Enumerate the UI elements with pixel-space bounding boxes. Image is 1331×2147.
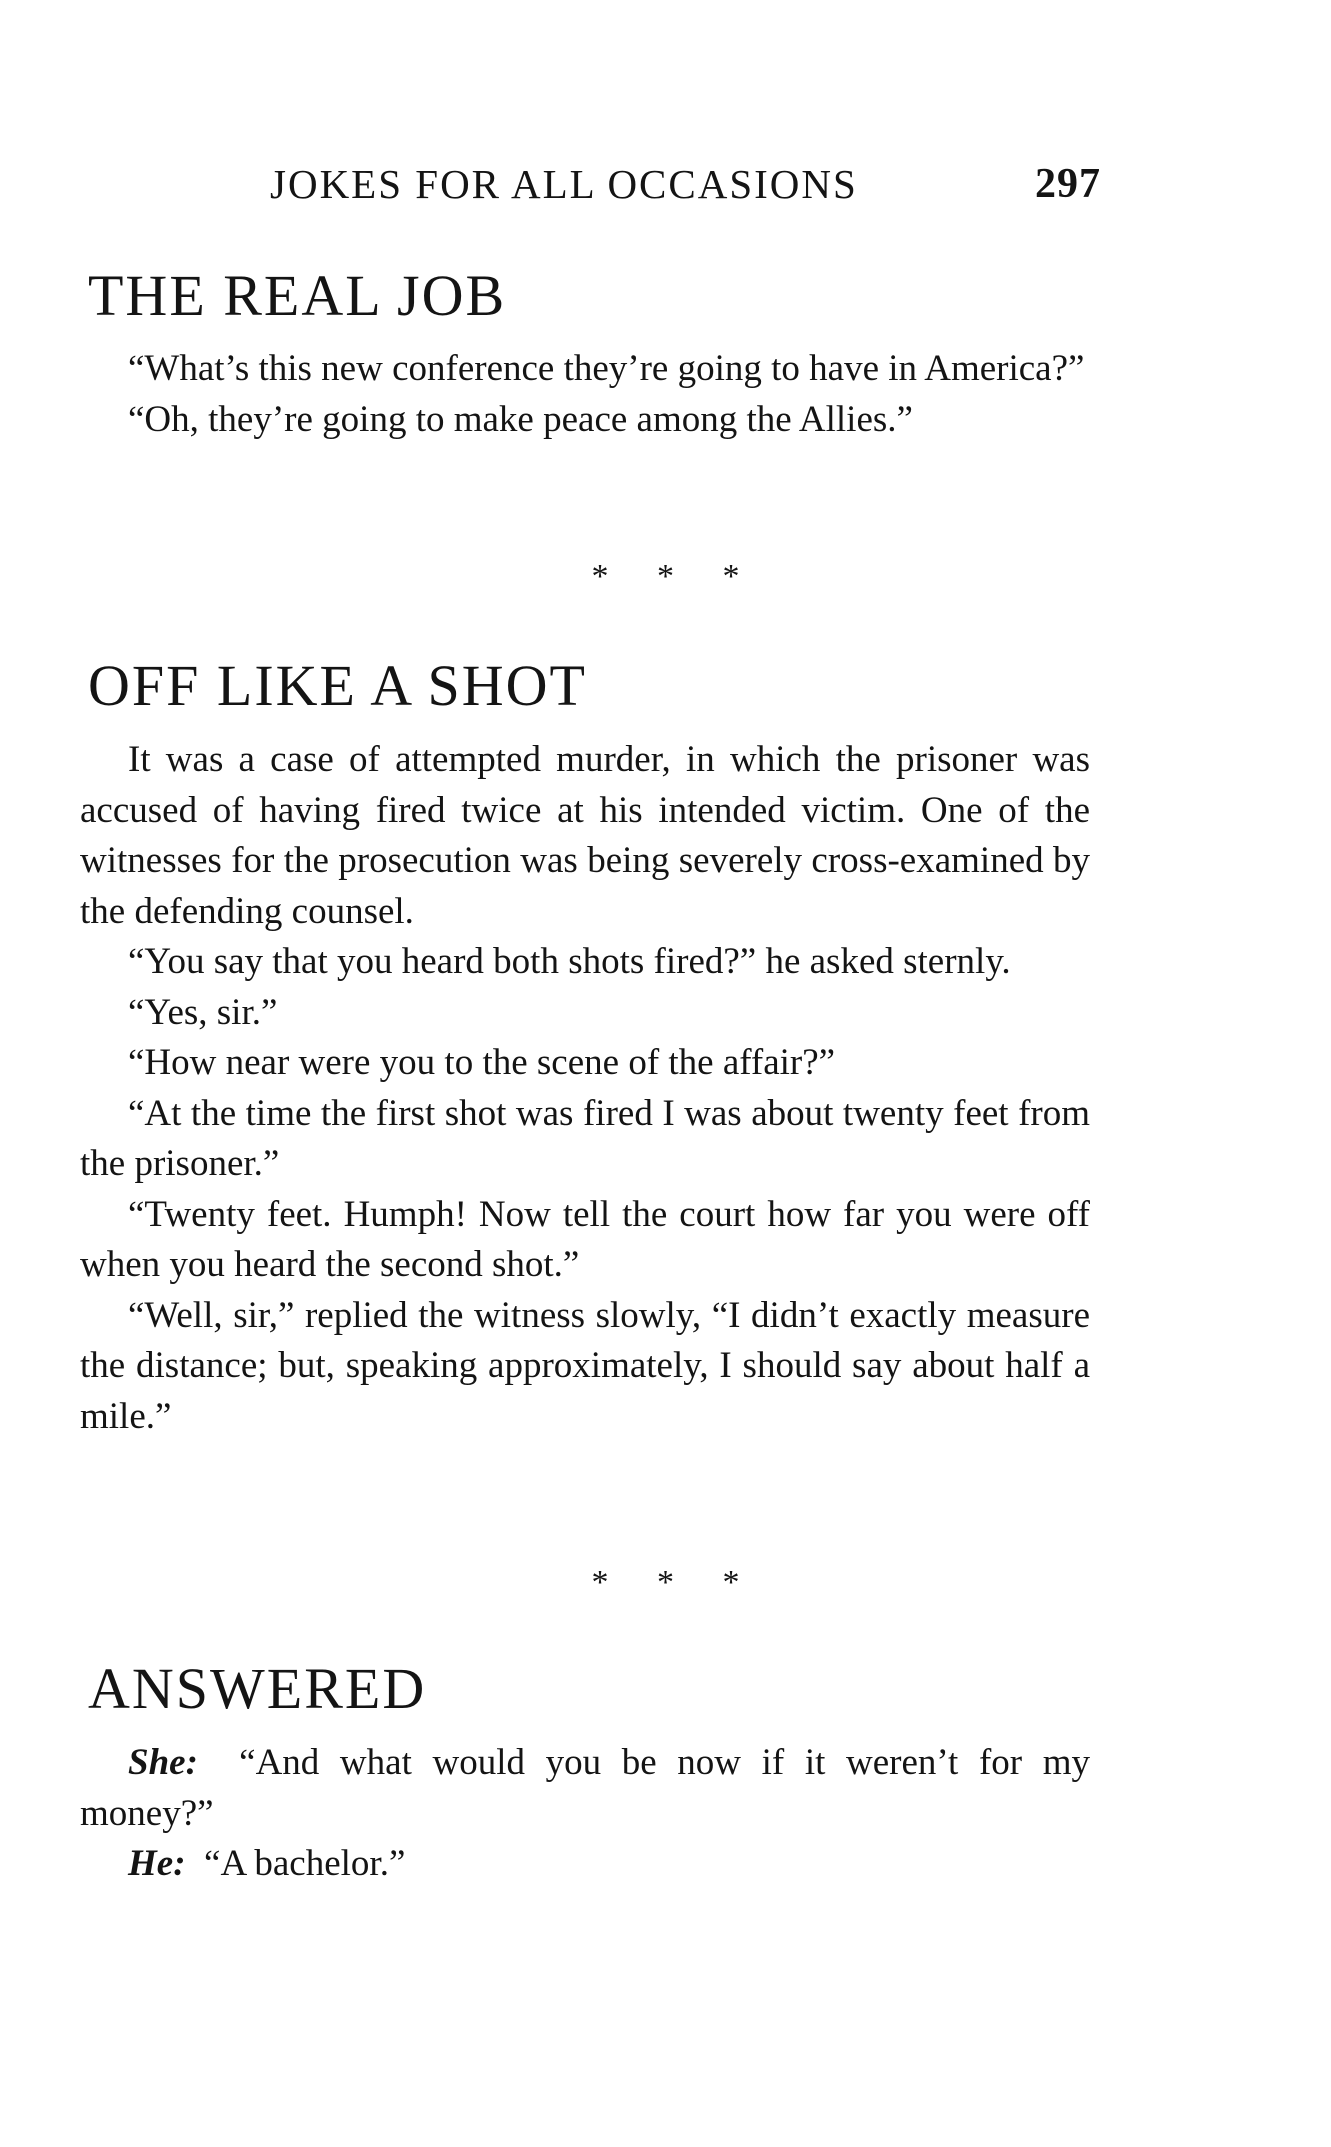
dialogue-line [80, 1839, 1090, 1890]
section-title-real-job: THE REAL JOB [88, 263, 507, 328]
section-separator: * * * [591, 1564, 740, 1601]
paragraph: “Well, sir,” replied the witness slowly, “I didn’t exactly measure the distance; but, speaking approximately, I should say about half a mile.” [80, 1294, 1090, 1437]
dialogue-line [80, 1738, 1090, 1839]
paragraph: “Yes, sir.” [128, 991, 278, 1033]
paragraph: “Twenty feet. Humph! Now tell the court how far you were off when you heard the second shot.” [80, 1193, 1090, 1285]
section-title-answered: ANSWERED [88, 1656, 427, 1721]
section-title-off-like-a-shot: OFF LIKE A SHOT [88, 653, 587, 718]
dialogue-text: “And what would you be now if it weren’t for my money?” [80, 1742, 1091, 1834]
paragraph: It was a case of attempted murder, in which the prisoner was accused of having fired twice at his intended victim. One of the witnesses for the prosecution was being severely cross-examined by the defending counsel. [80, 739, 1090, 932]
paragraph: “What’s this new conference they’re going to have in America?” [128, 348, 1085, 389]
section-body-answered [80, 1738, 1090, 1890]
dialogue-text: “A bachelor.” [204, 1843, 406, 1884]
page-number: 297 [1035, 161, 1101, 207]
paragraph: “How near were you to the scene of the affair?” [128, 1042, 836, 1083]
speaker-label: He: [128, 1843, 186, 1884]
section-body-off-like-a-shot [80, 735, 1090, 1442]
section-separator: * * * [591, 558, 740, 595]
paragraph: “Oh, they’re going to make peace among the Allies.” [128, 398, 913, 440]
speaker-label: She: [128, 1742, 198, 1783]
paragraph: “You say that you heard both shots fired?” he asked sternly. [128, 941, 1011, 982]
section-body-real-job [80, 344, 1090, 445]
paragraph: “At the time the first shot was fired I was about twenty feet from the prisoner.” [80, 1092, 1090, 1184]
running-head: JOKES FOR ALL OCCASIONS [270, 161, 858, 207]
